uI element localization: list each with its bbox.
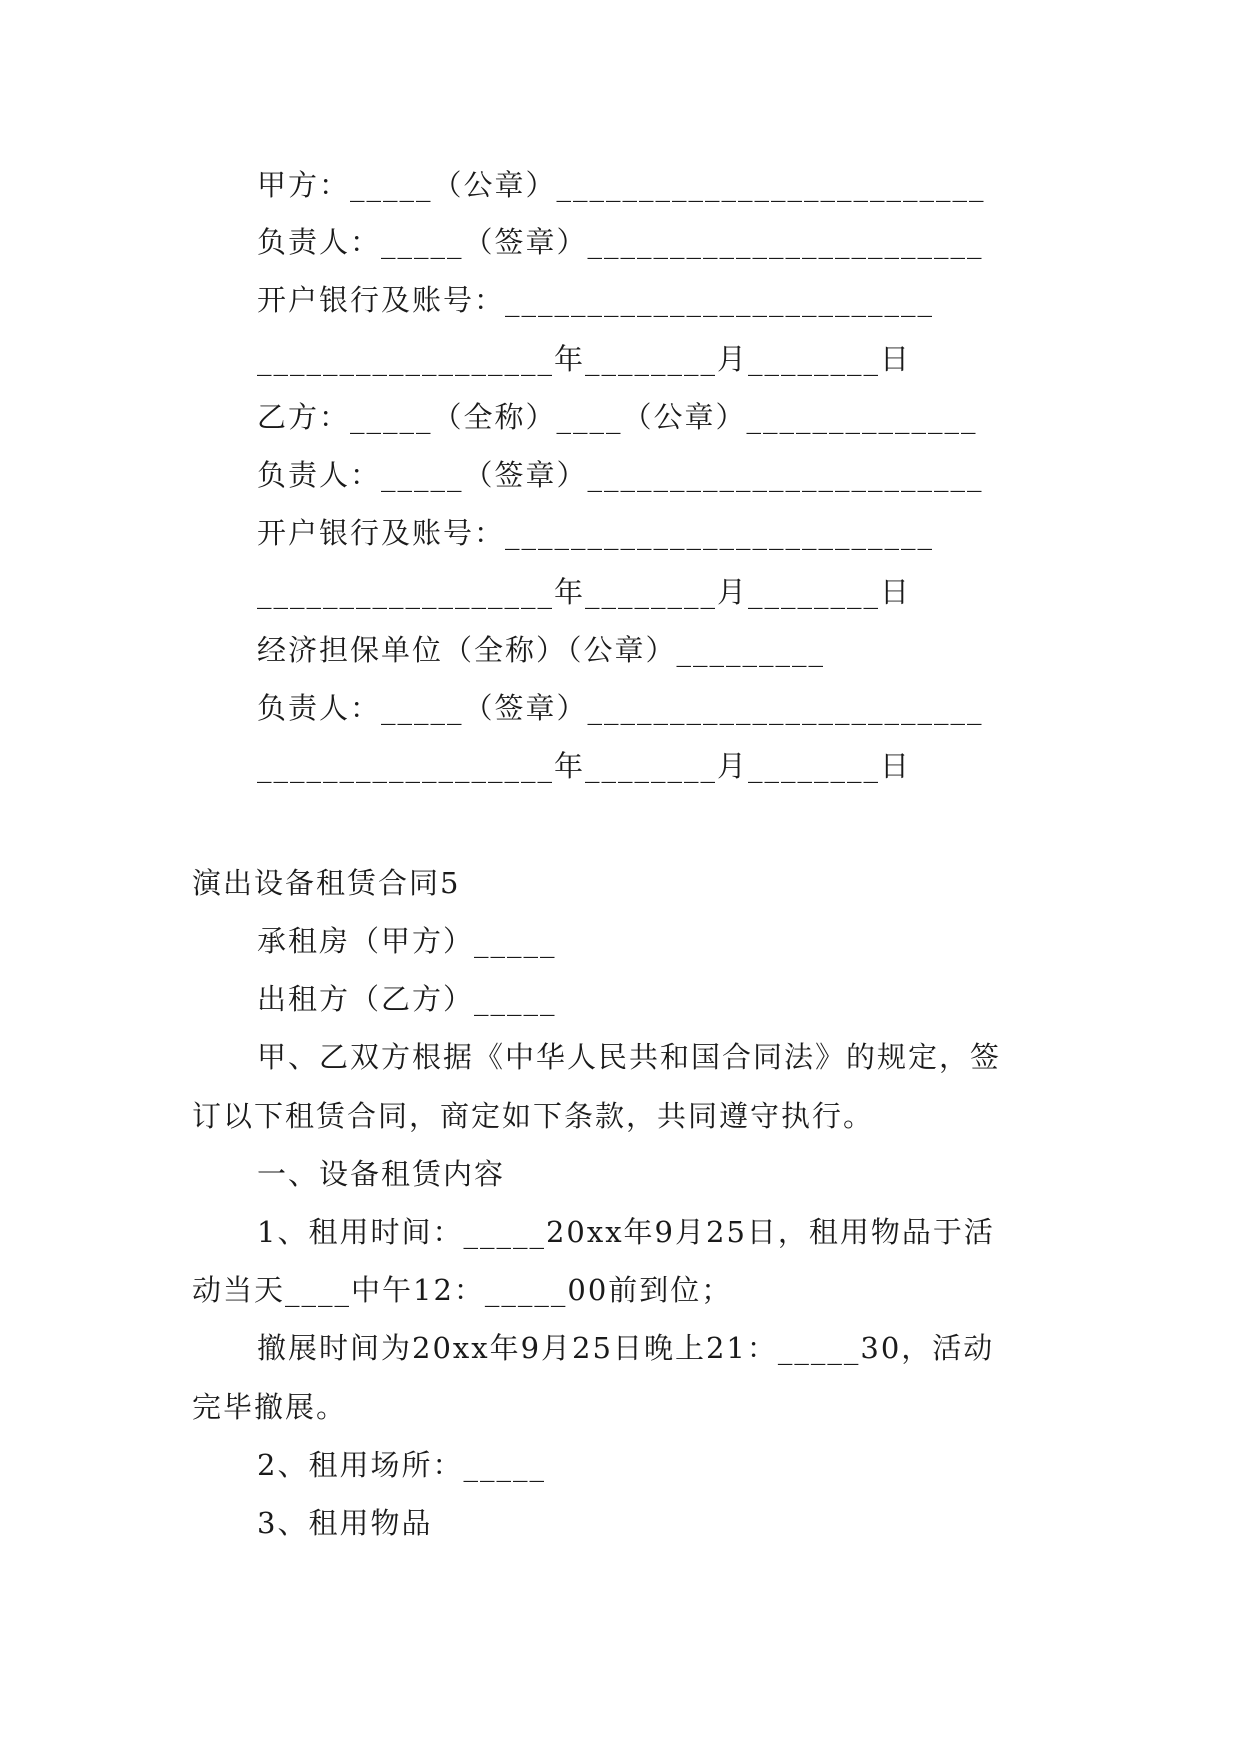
party-a-representative-line: 负责人：_____（签章）________________________ [257,225,984,259]
lessee-line: 承租房（甲方）_____ [257,924,557,958]
guarantor-date-line: __________________年________月________日 [257,749,912,783]
item-1-line-2: 动当天____中午12：_____00前到位； [192,1273,733,1307]
teardown-line-2: 完毕撤展。 [192,1390,348,1424]
party-a-bank-account-line: 开户银行及账号：__________________________ [257,283,935,317]
party-b-bank-account-line: 开户银行及账号：__________________________ [257,516,935,550]
party-b-date-line: __________________年________月________日 [257,575,912,609]
guarantor-line: 经济担保单位（全称）（公章）_________ [257,633,826,667]
party-a-date-line: __________________年________月________日 [257,342,912,376]
item-3-line: 3、租用物品 [257,1506,433,1540]
intro-paragraph-line-1: 甲、乙双方根据《中华人民共和国合同法》的规定，签 [257,1040,1002,1074]
teardown-line-1: 撤展时间为20xx年9月25日晚上21：_____30，活动 [257,1331,995,1365]
party-b-line: 乙方：_____（全称）____（公章）______________ [257,400,978,434]
party-b-representative-line: 负责人：_____（签章）________________________ [257,458,984,492]
lessor-line: 出租方（乙方）_____ [257,982,557,1016]
guarantor-representative-line: 负责人：_____（签章）________________________ [257,691,984,725]
item-2-line: 2、租用场所：_____ [257,1448,546,1482]
intro-paragraph-line-2: 订以下租赁合同，商定如下条款，共同遵守执行。 [192,1099,875,1133]
contract-title: 演出设备租赁合同5 [192,866,461,900]
item-1-line-1: 1、租用时间：_____20xx年9月25日，租用物品于活 [257,1215,995,1249]
section-heading-equipment-rental: 一、设备租赁内容 [257,1157,506,1191]
party-a-line: 甲方：_____（公章）__________________________ [257,168,986,202]
